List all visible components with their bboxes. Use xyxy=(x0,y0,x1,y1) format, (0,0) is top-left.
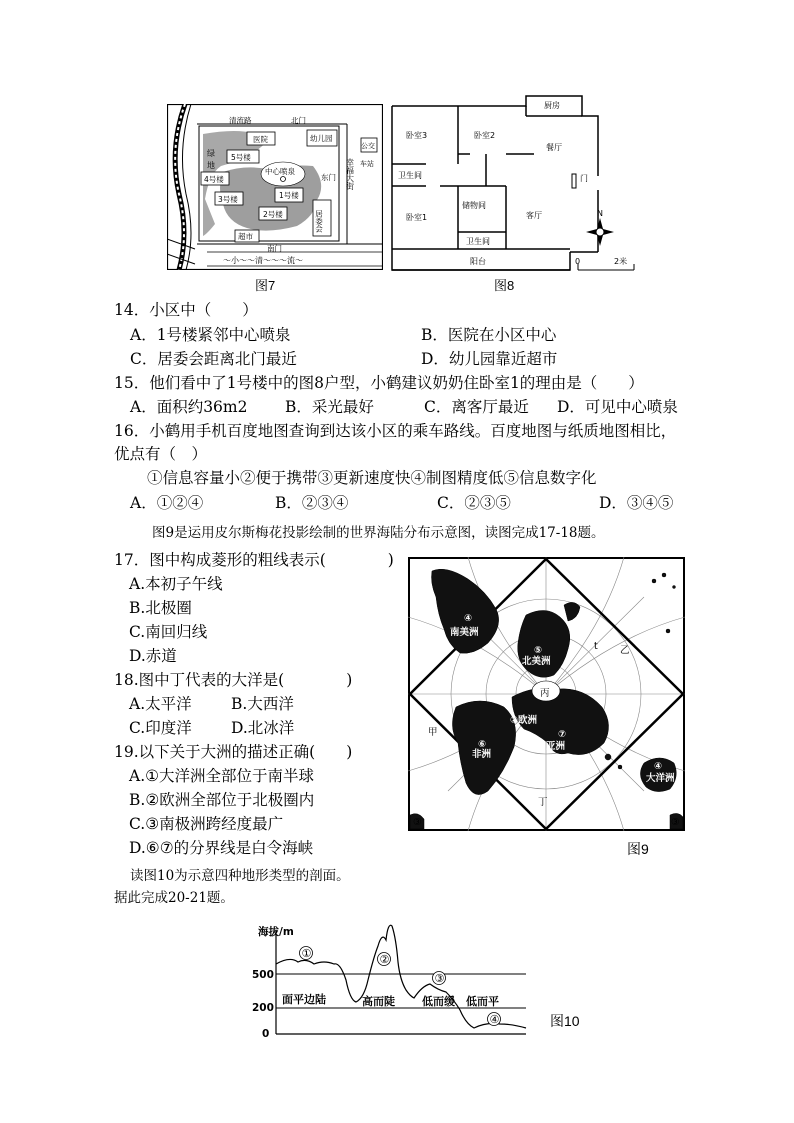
fountain-label: 中心喷泉 xyxy=(265,167,295,176)
t-label: t xyxy=(594,641,598,652)
figure-10-intro-line-2: 据此完成20-21题。 xyxy=(114,890,234,906)
kindergarten-label: 幼儿园 xyxy=(310,134,333,143)
balcony-label: 阳台 xyxy=(470,257,486,266)
q16-option-c: C．②③⑤ xyxy=(437,494,511,512)
figure-10-terrain-profile xyxy=(250,916,540,1042)
south-america-label: 南美洲 xyxy=(450,627,479,638)
figure-10-intro-line-1: 读图10为示意四种地形类型的剖面。 xyxy=(130,868,350,884)
q19-option-c: C.③南极洲跨经度最广 xyxy=(129,815,284,833)
continent-number-7: ⑦ xyxy=(558,729,567,740)
figure-9-intro: 图9是运用皮尔斯梅花投影绘制的世界海陆分布示意图，读图完成17-18题。 xyxy=(152,525,605,541)
africa-label: 非洲 xyxy=(472,749,492,760)
scale-2m-label: 2米 xyxy=(614,257,628,266)
q14-option-a: A．1号楼紧邻中心喷泉 xyxy=(130,326,291,344)
q16-stem-continued: 优点有（ ） xyxy=(114,445,208,463)
building-4-label: 4号楼 xyxy=(204,175,224,184)
green-label-2: 地 xyxy=(207,161,215,170)
q17-option-d: D.赤道 xyxy=(129,647,177,665)
figure-9-world-map xyxy=(408,557,685,831)
north-america-label: 北美洲 xyxy=(522,656,551,667)
q18-option-d: D.北冰洋 xyxy=(231,719,295,737)
europe-label: 欧洲 xyxy=(518,715,538,726)
kitchen-label: 厨房 xyxy=(544,101,560,110)
q15-option-b: B．采光最好 xyxy=(285,398,374,416)
continent-number-5: ⑤ xyxy=(534,645,543,656)
q17-stem: 17．图中构成菱形的粗线表示( ) xyxy=(114,551,394,569)
living-room-label: 客厅 xyxy=(526,211,542,220)
terrain-label-4: 低而平 xyxy=(466,995,499,1008)
building-1-label: 1号楼 xyxy=(279,191,299,200)
q14-option-b: B．医院在小区中心 xyxy=(421,326,557,344)
y-axis-label: 海拔/m xyxy=(258,926,294,938)
terrain-label-3: 低而缓 xyxy=(422,995,455,1008)
world-map-svg xyxy=(408,557,685,831)
bus-stop-label-2: 车站 xyxy=(360,160,374,168)
q18-option-c: C.印度洋 xyxy=(129,719,192,737)
profile-marker-4: ④ xyxy=(489,1013,500,1026)
bus-stop-label-1: 公交 xyxy=(361,142,375,150)
q16-items: ①信息容量小②便于携带③更新速度快④制图精度低⑤信息数字化 xyxy=(147,469,597,487)
asia-label: 亚洲 xyxy=(546,741,566,752)
continent-number-2: ② xyxy=(510,715,519,726)
q14-option-d: D．幼儿园靠近超市 xyxy=(421,350,558,368)
q17-option-c: C.南回归线 xyxy=(129,623,208,641)
bing-label: 丙 xyxy=(540,688,550,699)
q15-option-a: A．面积约36m2 xyxy=(130,398,248,416)
floor-plan-svg xyxy=(390,94,660,272)
yi-label: 乙 xyxy=(620,645,630,656)
y-tick-500: 500 xyxy=(252,969,274,981)
building-2-label: 2号楼 xyxy=(263,210,283,219)
figure-9-caption: 图9 xyxy=(627,841,649,857)
q14-stem: 14．小区中（ ） xyxy=(114,301,258,319)
profile-marker-2: ② xyxy=(379,953,390,966)
continent-number-4a: ④ xyxy=(464,613,473,624)
street-label: 幸福大街 xyxy=(345,158,355,190)
continent-number-6: ⑥ xyxy=(478,739,487,750)
dining-label: 餐厅 xyxy=(546,143,562,152)
building-3-label: 3号楼 xyxy=(218,195,238,204)
q15-stem: 15．他们看中了1号楼中的图8户型，小鹤建议奶奶住卧室1的理由是（ ） xyxy=(114,374,644,392)
q15-option-c: C．离客厅最近 xyxy=(424,398,529,416)
figure-10-caption: 图10 xyxy=(550,1013,580,1029)
q15-option-d: D．可见中心喷泉 xyxy=(557,398,678,416)
figure-8-caption: 图8 xyxy=(494,278,515,293)
q19-option-b: B.②欧洲全部位于北极圈内 xyxy=(129,791,315,809)
bedroom-1-label: 卧室1 xyxy=(406,213,428,222)
hospital-label: 医院 xyxy=(253,135,268,144)
q19-option-d: D.⑥⑦的分界线是白令海峡 xyxy=(129,839,314,857)
river-label: 〜小〜〜清〜〜〜流〜 xyxy=(223,256,303,265)
q18-option-b: B.大西洋 xyxy=(231,695,294,713)
profile-marker-3: ③ xyxy=(434,972,445,985)
oceania-label: 大洋洲 xyxy=(646,773,675,784)
q18-option-a: A.太平洋 xyxy=(129,695,192,713)
scale-zero-label: 0 xyxy=(575,257,581,266)
bedroom-3-label: 卧室3 xyxy=(406,131,428,140)
y-tick-200: 200 xyxy=(252,1002,274,1014)
y-tick-0: 0 xyxy=(262,1028,270,1040)
terrain-profile-svg xyxy=(250,916,540,1042)
q16-stem: 16．小鹤用手机百度地图查询到达该小区的乘车路线。百度地图与纸质地图相比， xyxy=(114,422,677,440)
south-gate-label: 南门 xyxy=(267,244,282,253)
continent-number-4b: ④ xyxy=(654,761,663,772)
bathroom-2-label: 卫生间 xyxy=(466,237,490,246)
bathroom-1-label: 卫生间 xyxy=(398,171,422,180)
bedroom-2-label: 卧室2 xyxy=(474,131,496,140)
q16-option-d: D．③④⑤ xyxy=(599,494,674,512)
green-label-1: 绿 xyxy=(207,149,215,158)
q19-option-a: A.①大洋洲全部位于南半球 xyxy=(129,767,315,785)
qingliu-road-label: 清流路 xyxy=(229,116,252,125)
figure-7-community-map xyxy=(167,104,383,270)
jia-label: 甲 xyxy=(428,727,438,738)
terrain-label-1: 面平边陆 xyxy=(282,993,326,1006)
q16-option-a: A．①②④ xyxy=(130,494,204,512)
north-gate-label: 北门 xyxy=(291,116,306,125)
figure-7-caption: 图7 xyxy=(255,278,276,293)
continent-number-3a: ③ xyxy=(413,817,422,828)
supermarket-label: 超市 xyxy=(238,232,253,241)
figure-8-floor-plan xyxy=(390,94,660,272)
building-5-label: 5号楼 xyxy=(231,153,251,162)
q14-option-c: C．居委会距离北门最近 xyxy=(130,350,297,368)
terrain-label-2: 高而陡 xyxy=(362,995,395,1008)
profile-marker-1: ① xyxy=(301,947,312,960)
storage-label: 储物间 xyxy=(462,201,486,210)
q16-option-b: B．②③④ xyxy=(275,494,349,512)
continent-number-3b: ③ xyxy=(671,817,680,828)
q17-option-a: A.本初子午线 xyxy=(129,575,223,593)
door-label: 门 xyxy=(580,174,588,183)
ding-label: 丁 xyxy=(538,797,548,808)
east-gate-label: 东门 xyxy=(321,173,336,182)
q19-stem: 19.以下关于大洲的描述正确( ) xyxy=(114,743,353,761)
committee-label: 居委会 xyxy=(314,210,324,233)
q18-stem: 18.图中丁代表的大洋是( ) xyxy=(114,671,353,689)
community-map-svg xyxy=(167,104,383,270)
q17-option-b: B.北极圈 xyxy=(129,599,192,617)
compass-north-label: N xyxy=(597,209,603,218)
